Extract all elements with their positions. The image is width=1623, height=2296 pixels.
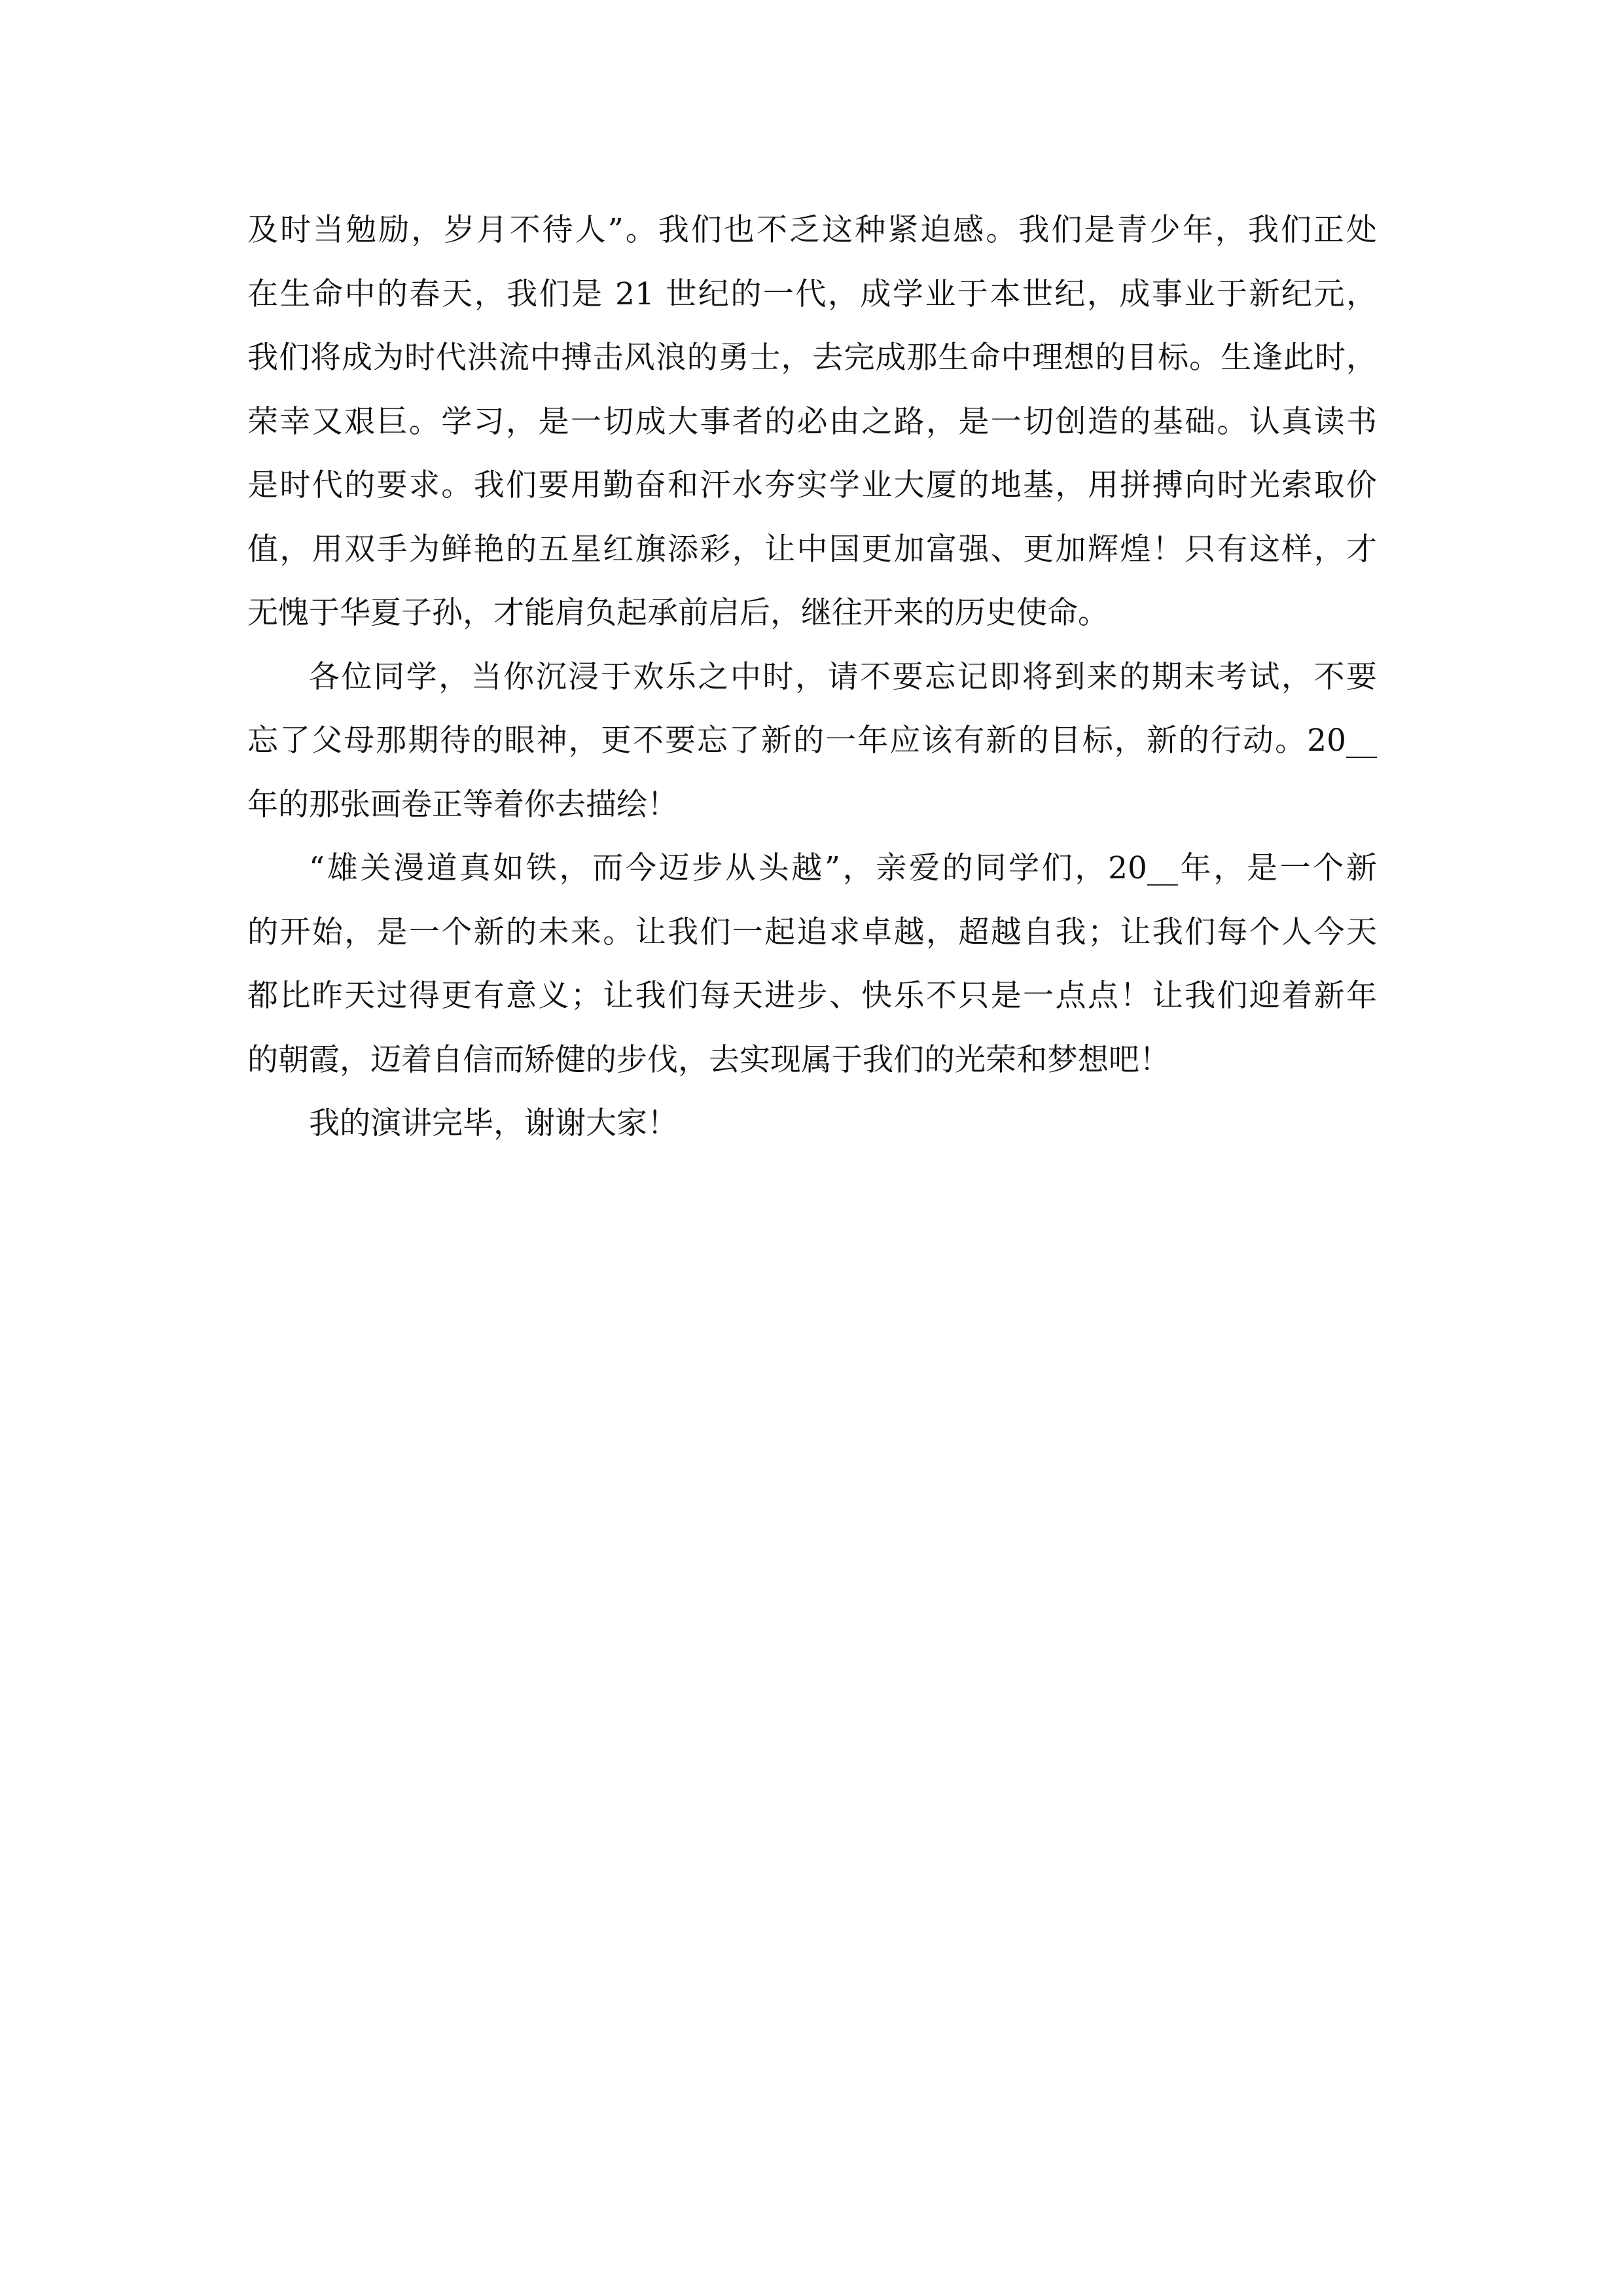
text-line: 忘了父母那期待的眼神，更不要忘了新的一年应该有新的目标，新的行动。20__ [247, 723, 1377, 759]
paragraph-4 [247, 1092, 1377, 1156]
text-line: 在生命中的春天，我们是 21 世纪的一代，成学业于本世纪，成事业于新纪元， [247, 276, 1377, 312]
text-line: 值，用双手为鲜艳的五星红旗添彩，让中国更加富强、更加辉煌！只有这样，才 [247, 531, 1377, 567]
text-line: 年的那张画卷正等着你去描绘！ [247, 786, 678, 823]
text-line: 无愧于华夏子孙，才能肩负起承前启后，继往开来的历史使命。 [247, 595, 1109, 631]
text-line: 及时当勉励，岁月不待人”。我们也不乏这种紧迫感。我们是青少年，我们正处 [247, 212, 1377, 248]
paragraph-3 [247, 836, 1377, 1092]
text-line: “雄关漫道真如铁，而今迈步从头越”，亲爱的同学们，20__年，是一个新 [309, 850, 1377, 886]
text-line: 的开始，是一个新的未来。让我们一起追求卓越，超越自我；让我们每个人今天 [247, 914, 1377, 950]
text-line: 荣幸又艰巨。学习，是一切成大事者的必由之路，是一切创造的基础。认真读书 [247, 403, 1377, 440]
text-line: 各位同学，当你沉浸于欢乐之中时，请不要忘记即将到来的期末考试，不要 [309, 658, 1377, 695]
text-line: 是时代的要求。我们要用勤奋和汗水夯实学业大厦的地基，用拼搏向时光索取价 [247, 467, 1377, 503]
speech-body [247, 198, 1377, 1156]
text-line: 的朝霞，迈着自信而矫健的步伐，去实现属于我们的光荣和梦想吧！ [247, 1041, 1170, 1078]
paragraph-2 [247, 645, 1377, 837]
text-line: 都比昨天过得更有意义；让我们每天进步、快乐不只是一点点！让我们迎着新年 [247, 978, 1377, 1014]
paragraph-1 [247, 198, 1377, 645]
text-line: 我的演讲完毕，谢谢大家！ [309, 1105, 678, 1141]
text-line: 我们将成为时代洪流中搏击风浪的勇士，去完成那生命中理想的目标。生逢此时， [247, 340, 1377, 376]
